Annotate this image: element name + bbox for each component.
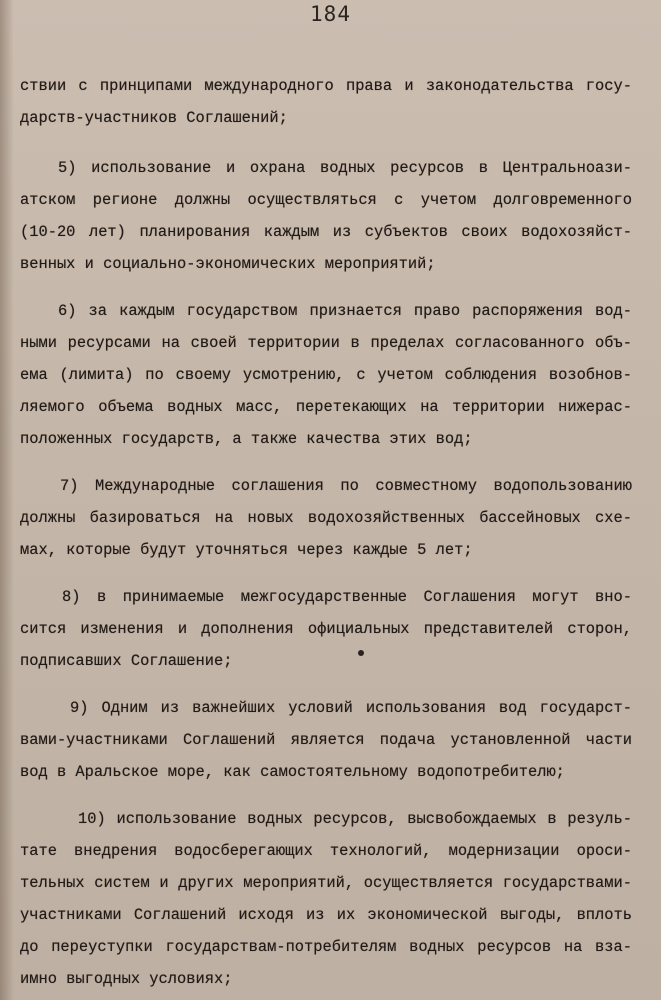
paragraph-item-8: [20, 581, 632, 677]
text-line: имно выгодных условиях;: [20, 970, 233, 988]
document-body: [20, 70, 632, 1000]
paragraph-item-6: [20, 295, 632, 455]
text-line: ными ресурсами на своей территории в пределах согласованного объ-: [20, 334, 632, 352]
page-number: 184: [310, 2, 351, 26]
text-line: положенных государств, а также качества этих вод;: [20, 430, 473, 448]
text-line: ема (лимита) по своему усмотрению, с учетом соблюдения возобнов-: [20, 366, 632, 384]
paragraph-item-7: [20, 470, 632, 566]
paragraph-item-10: [20, 803, 632, 995]
text-line: мах, которые будут уточняться через каждые 5 лет;: [20, 541, 473, 559]
text-line: дарств-участников Соглашений;: [20, 109, 288, 127]
text-line: ляемого объема водных масс, перетекающих на территории нижерас-: [20, 398, 632, 416]
text-line: должны базироваться на новых водохозяйственных бассейновых схе-: [20, 509, 632, 527]
text-line: 10) использование водных ресурсов, высвобождаемых в резуль-: [78, 810, 632, 828]
text-line: (10-20 лет) планирования каждым из субъектов своих водохозяйст-: [20, 223, 632, 241]
paragraph-item-9: [20, 692, 632, 788]
text-line: сится изменения и дополнения официальных представителей сторон,: [20, 620, 632, 638]
text-line: 6) за каждым государством признается право распоряжения вод-: [58, 302, 632, 320]
paragraph-continuation: [20, 70, 632, 134]
text-line: венных и социально-экономических мероприятий;: [20, 255, 436, 273]
text-line: 7) Международные соглашения по совместному водопользованию: [60, 477, 632, 495]
paragraph-item-5: [20, 152, 632, 280]
text-line: участниками Соглашений исходя из их экономической выгоды, вплоть: [20, 906, 632, 924]
text-line: тельных систем и других мероприятий, осуществляется государствами-: [20, 874, 632, 892]
page-edge-shadow: [0, 0, 14, 1000]
text-line: вами-участниками Соглашений является подача установленной части: [20, 731, 632, 749]
text-line: 5) использование и охрана водных ресурсов в Центральноази-: [58, 159, 632, 177]
ink-dot: [358, 650, 364, 656]
text-line: атском регионе должны осуществляться с учетом долговременного: [20, 191, 632, 209]
text-line: тате внедрения водосберегающих технологий, модернизации ороси-: [20, 842, 632, 860]
text-line: 9) Одним из важнейших условий использования вод государст-: [70, 699, 632, 717]
text-line: вод в Аральское море, как самостоятельному водопотребителю;: [20, 763, 565, 781]
text-line: подписавших Соглашение;: [20, 652, 233, 670]
text-line: до переуступки государствам-потребителям водных ресурсов на вза-: [20, 938, 632, 956]
text-line: ствии с принципами международного права и законодательства госу-: [20, 77, 632, 95]
text-line: 8) в принимаемые межгосударственные Соглашения могут вно-: [62, 588, 632, 606]
